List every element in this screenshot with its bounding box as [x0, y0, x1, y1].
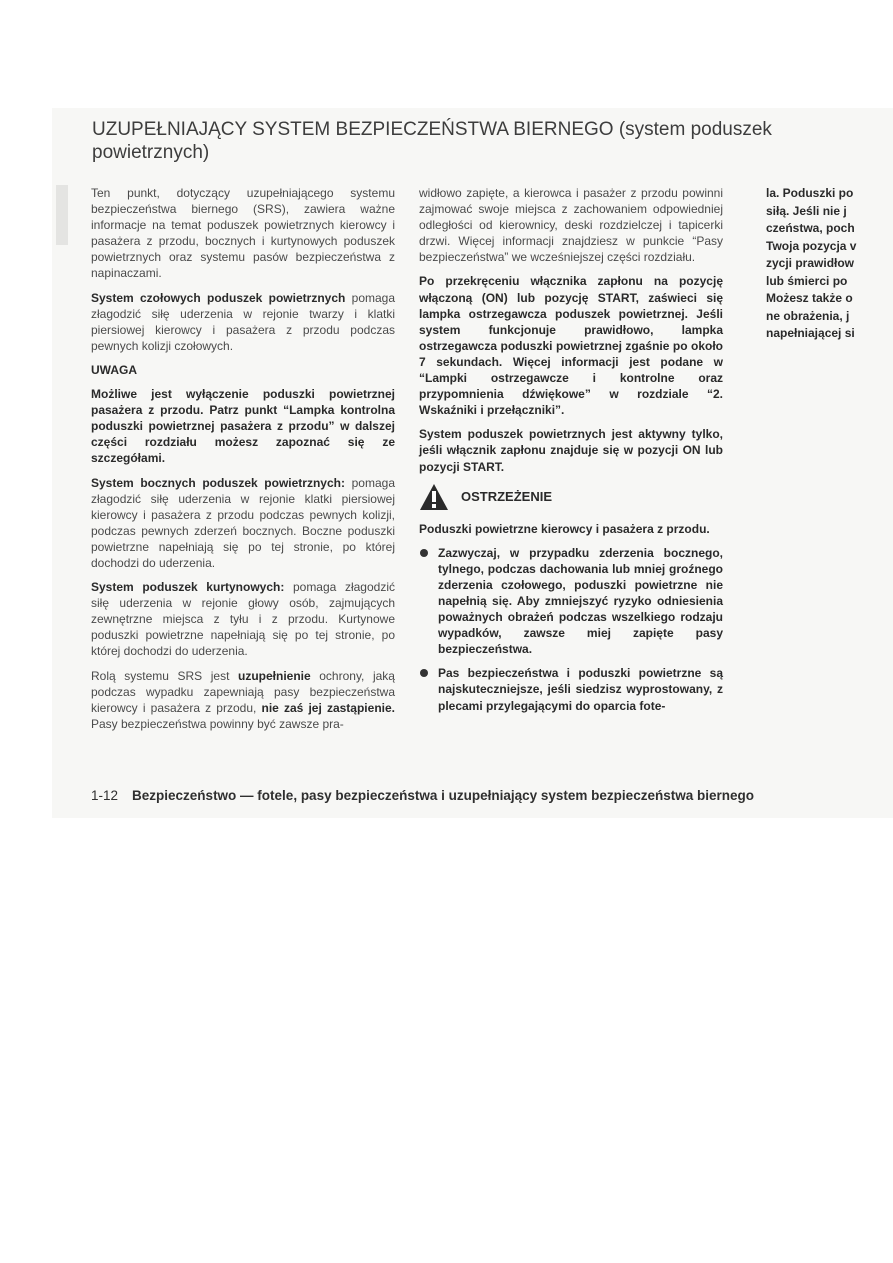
warning-list	[419, 545, 723, 714]
srs-role-paragraph: Rolą systemu SRS jest uzupełnienie ochrony, jaką podczas wypadku zapewniają pasy bezpieczeństwa kierowcy i pasażera z przodu, nie zaś jej zastąpienie. Pasy bezpieczeństwa powinny być zawsze pra-	[91, 668, 395, 731]
cropped-line: siłą. Jeśli nie j	[766, 203, 847, 218]
cropped-line: napełniającej si	[766, 326, 855, 340]
ignition-paragraph: Po przekręceniu włącznika zapłonu na pozycję włączoną (ON) lub pozycję START, zaświeci się lampka ostrzegawcza poduszek powietrznej. Jeśli system funkcjonuje prawidłowo, lampka ostrzegawcza poduszki powietrznej zgaśnie po około 7 sekundach. Więcej informacji jest podane w “Lampki ostrzegawcze i kontrolne oraz przypomnienia dźwiękowe” w rozdziale “2. Wskaźniki i przełączniki”.	[419, 274, 723, 418]
intro-paragraph: Ten punkt, dotyczący uzupełniającego systemu bezpieczeństwa biernego (SRS), zawiera ważne informacje na temat poduszek powietrznych kierowcy i pasażera z przodu, bocznych i kurtynowych poduszek powietrznych oraz systemu pasów bezpieczeństwa z napinaczami.	[91, 186, 395, 281]
cropped-line: Możesz także o	[766, 291, 853, 305]
bullet-dot-icon	[420, 549, 428, 557]
cropped-line: zycji prawidłow	[766, 256, 855, 270]
page-number: 1-12	[91, 788, 119, 803]
frontal-airbag-paragraph: System czołowych poduszek powietrznych pomaga złagodzić siłę uderzenia w rejonie twarzy i klatki piersiowej kierowcy i pasażera z przodu podczas pewnych kolizji czołowych.	[91, 290, 396, 353]
active-system-paragraph: System poduszek powietrznych jest aktywny tylko, jeśli włącznik zapłonu znajduje się w pozycji ON lub pozycji START.	[419, 427, 723, 474]
section-title: UZUPEŁNIAJĄCY SYSTEM BEZPIECZEŃSTWA BIERNEGO (system poduszek powietrznych)	[92, 119, 772, 163]
page-footer	[91, 788, 754, 803]
footer-chapter-title: Bezpieczeństwo — fotele, pasy bezpieczeństwa i uzupełniający system bezpieczeństwa biernego	[132, 788, 754, 803]
column-right-cropped	[766, 185, 893, 343]
column-middle	[419, 185, 723, 722]
list-item: Pas bezpieczeństwa i poduszki powietrzne są najskuteczniejsze, jeśli siedzisz wyprostowany, z plecami przylegającymi do oparcia fote-	[419, 665, 723, 713]
side-airbag-paragraph: System bocznych poduszek powietrznych: pomaga złagodzić siłę uderzenia w rejonie klatki piersiowej kierowcy i pasażera z przodu podczas pewnych kolizji, podczas pewnych zderzeń bocznych. Boczne poduszki powietrzne napełniają się po tej stronie, po której dochodzi do uderzenia.	[91, 475, 395, 570]
uwaga-note: Możliwe jest wyłączenie poduszki powietrznej pasażera z przodu. Patrz punkt “Lampka kontrolna poduszki powietrznej pasażera z przodu” w dalszej części rozdziału możesz zapoznać się ze szczegółami.	[91, 387, 395, 466]
cropped-line: ne obrażenia, j	[766, 308, 850, 323]
list-item: Zazwyczaj, w przypadku zderzenia bocznego, tylnego, podczas dachowania lub mniej groźnego zderzenia czołowego, poduszki powietrzne nie napełnią się. Aby zmniejszyć ryzyko odniesienia poważnych obrażeń podczas wszelkiego rodzaju wypadków, zawsze miej zapięte pasy bezpieczeństwa.	[419, 545, 723, 658]
warning-triangle-icon	[419, 483, 449, 511]
uwaga-heading: UWAGA	[91, 362, 137, 377]
curtain-airbag-paragraph: System poduszek kurtynowych: pomaga złagodzić siłę uderzenia w rejonie głowy osób, zajmujących zewnętrzne miejsca z tyłu i z przodu. Kurtynowe poduszki powietrzne napełniają się po tej stronie, po której dochodzi do uderzenia.	[91, 580, 395, 659]
seatbelt-paragraph: widłowo zapięte, a kierowca i pasażer z przodu powinni zajmować swoje miejsca z zachowaniem odpowiedniej odległości od kierownicy, deski rozdzielczej i tapicerki drzwi. Więcej informacji znajdziesz w punkcie “Pasy bezpieczeństwa” we wcześniejszej części rozdziału.	[419, 186, 723, 265]
cropped-line: Twoja pozycja v	[766, 238, 857, 253]
chapter-tab-mark	[56, 185, 68, 245]
bullet-dot-icon	[420, 669, 428, 677]
warning-intro: Poduszki powietrzne kierowcy i pasażera z przodu.	[419, 521, 710, 536]
column-left	[91, 185, 395, 740]
warning-header	[419, 483, 723, 511]
cropped-line: la. Poduszki po	[766, 186, 854, 200]
cropped-line: czeństwa, poch	[766, 221, 855, 235]
cropped-line: lub śmierci po	[766, 273, 848, 288]
warning-label: OSTRZEŻENIE	[461, 488, 553, 504]
